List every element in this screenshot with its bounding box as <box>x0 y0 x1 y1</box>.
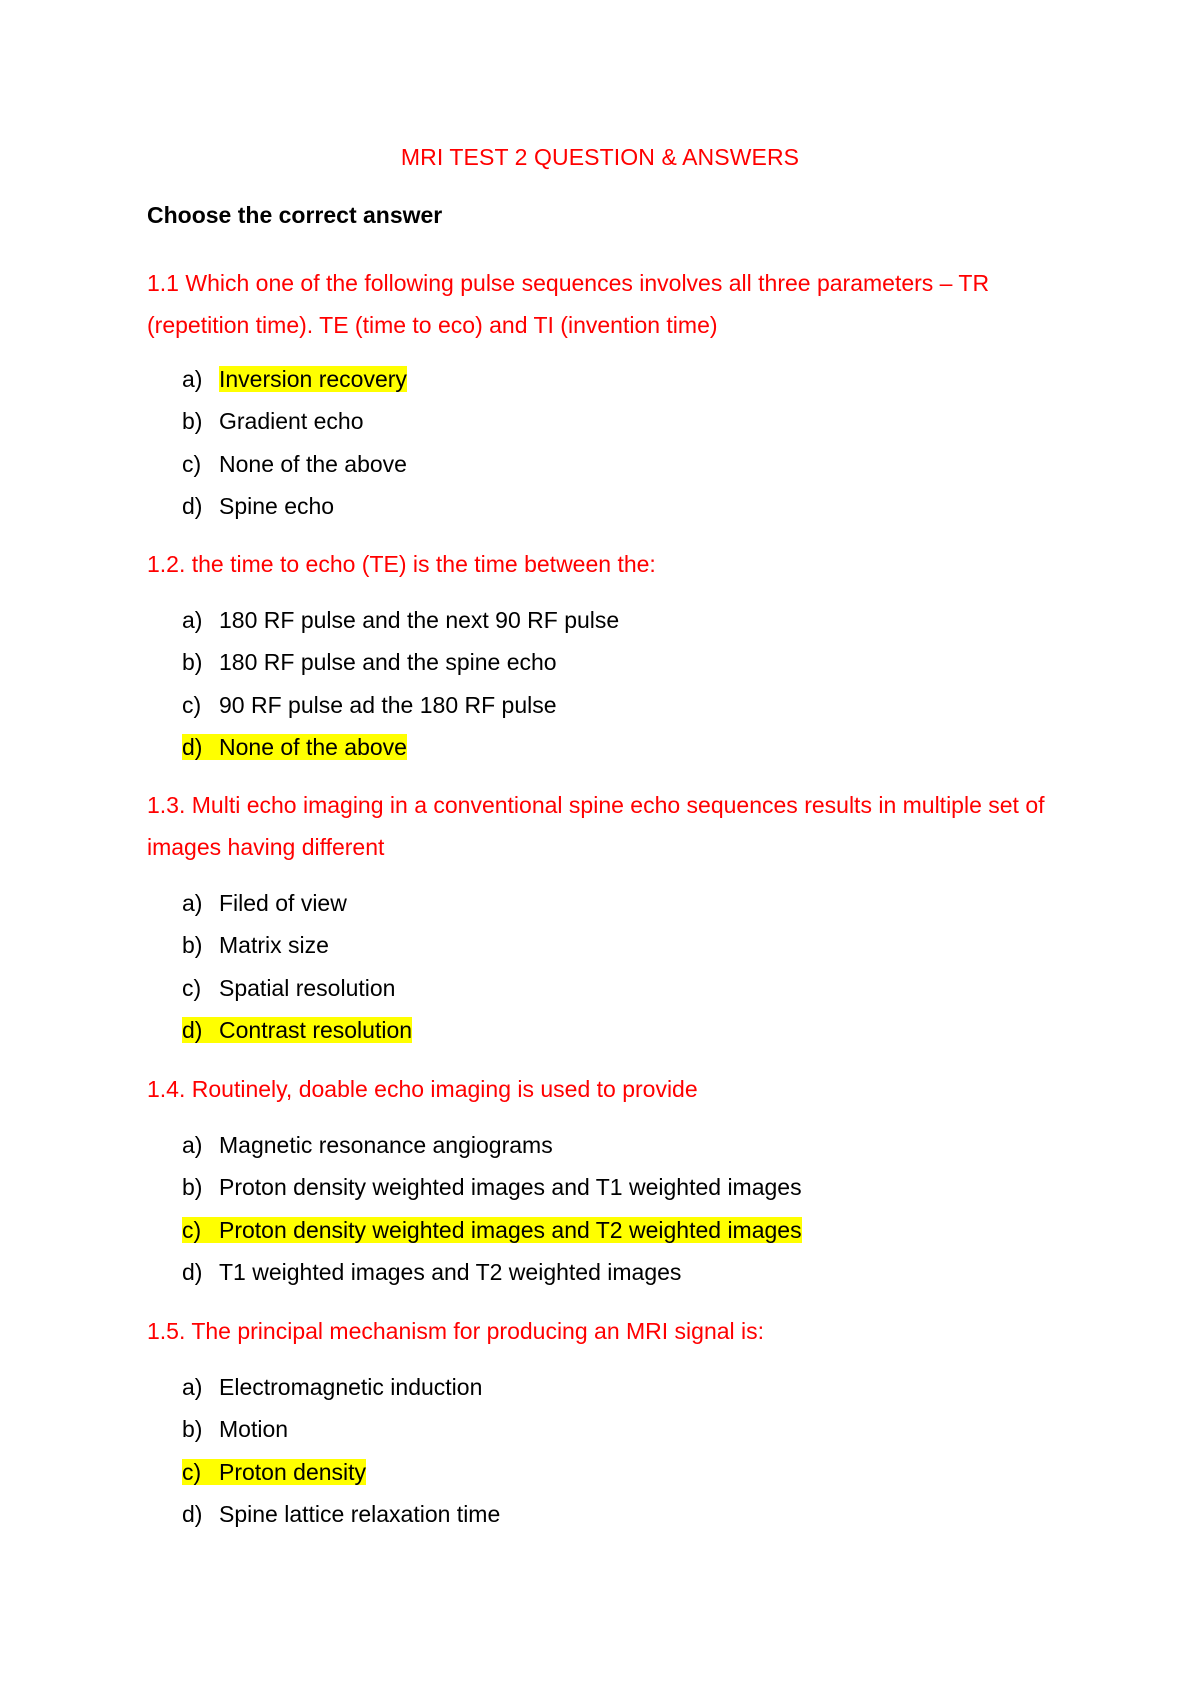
option-letter: c) <box>182 691 202 718</box>
option-text: Spine lattice relaxation time <box>219 1500 501 1527</box>
option-text: Spatial resolution <box>219 974 396 1001</box>
question-1-2: 1.2. the time to echo (TE) is the time between the: <box>147 551 656 577</box>
option-text: Magnetic resonance angiograms <box>219 1132 553 1158</box>
option-text: Gradient echo <box>219 408 364 435</box>
option-text: Spine echo <box>219 492 335 519</box>
option-letter: a) <box>182 1132 203 1158</box>
option-letter: b) <box>182 1416 203 1443</box>
option-highlight <box>182 1459 366 1485</box>
option-item <box>182 967 412 1009</box>
option-letter: d) <box>182 492 203 519</box>
option-text: Proton density weighted images and T1 weighted images <box>219 1174 802 1201</box>
option-letter: c) <box>182 1458 202 1485</box>
instruction-text: Choose the correct answer <box>147 202 443 228</box>
option-item <box>182 1408 500 1450</box>
question-1-4: 1.4. Routinely, doable echo imaging is used to provide <box>147 1076 698 1102</box>
option-item <box>182 443 407 485</box>
option-letter: c) <box>182 450 202 477</box>
option-item <box>182 1166 802 1208</box>
option-letter: d) <box>182 1500 203 1527</box>
option-item <box>182 485 407 527</box>
option-letter: c) <box>182 974 202 1001</box>
option-text: Motion <box>219 1416 289 1443</box>
option-item <box>182 641 619 683</box>
option-item <box>182 1209 802 1251</box>
option-letter: a) <box>182 366 203 392</box>
option-letter: a) <box>182 890 203 916</box>
option-text: Filed of view <box>219 890 347 916</box>
question-1-3: 1.3. Multi echo imaging in a conventional spine echo sequences results in multiple set of images having different <box>147 792 1045 860</box>
option-letter: b) <box>182 932 203 959</box>
option-text-highlighted: Inversion recovery <box>219 366 407 392</box>
option-text: 90 RF pulse ad the 180 RF pulse <box>219 691 557 718</box>
option-letter: d) <box>182 1016 203 1043</box>
question-1-5: 1.5. The principal mechanism for producing an MRI signal is: <box>147 1318 765 1344</box>
option-item <box>182 599 619 641</box>
option-letter: d) <box>182 1258 203 1285</box>
question-1-5-options <box>182 1366 500 1535</box>
option-text-highlighted: Proton density <box>219 1458 367 1485</box>
option-highlight <box>182 1017 412 1043</box>
option-text: Electromagnetic induction <box>219 1374 483 1400</box>
option-item <box>182 882 412 924</box>
option-text: T1 weighted images and T2 weighted images <box>219 1258 682 1285</box>
option-letter: a) <box>182 1374 203 1400</box>
option-text: 180 RF pulse and the spine echo <box>219 649 557 676</box>
question-1-1-options <box>182 358 407 527</box>
option-text: 180 RF pulse and the next 90 RF pulse <box>219 607 620 633</box>
question-1-2-options <box>182 599 619 768</box>
option-text-highlighted: Contrast resolution <box>219 1016 413 1043</box>
option-item <box>182 1009 412 1051</box>
option-text: None of the above <box>219 450 407 477</box>
option-item <box>182 1451 500 1493</box>
option-item <box>182 1251 802 1293</box>
option-text-highlighted: None of the above <box>219 733 407 760</box>
option-letter: a) <box>182 607 203 633</box>
option-item <box>182 684 619 726</box>
option-item <box>182 1366 500 1408</box>
option-letter: d) <box>182 733 203 760</box>
option-text-highlighted: Proton density weighted images and T2 weighted images <box>219 1216 802 1243</box>
option-letter: c) <box>182 1216 202 1243</box>
option-item <box>182 1493 500 1535</box>
document-title: MRI TEST 2 QUESTION & ANSWERS <box>400 144 800 170</box>
option-item <box>182 358 407 400</box>
question-1-1: 1.1 Which one of the following pulse sequences involves all three parameters – TR (repetition time). TE (time to eco) and TI (invention time) <box>147 270 990 338</box>
option-item <box>182 400 407 442</box>
question-1-4-options <box>182 1124 802 1293</box>
option-letter: b) <box>182 1174 203 1201</box>
option-text: Matrix size <box>219 932 329 959</box>
option-letter: b) <box>182 408 203 435</box>
option-letter: b) <box>182 649 203 676</box>
question-1-3-options <box>182 882 412 1051</box>
option-highlight <box>182 1217 802 1243</box>
option-item <box>182 726 619 768</box>
option-highlight <box>182 734 407 760</box>
option-item <box>182 1124 802 1166</box>
option-item <box>182 924 412 966</box>
